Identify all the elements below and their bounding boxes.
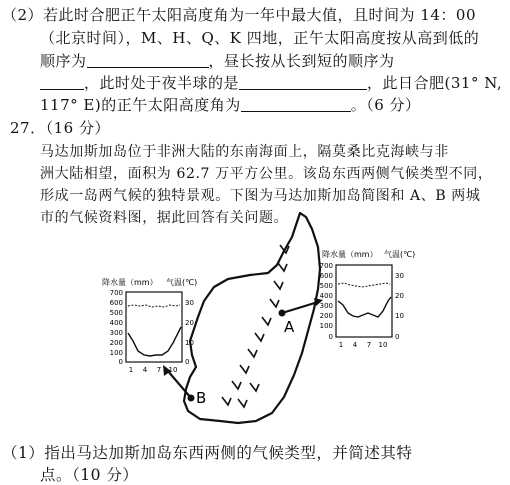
q2-line3 [40,50,395,71]
point-b-label: B [196,389,207,407]
q2-line3-text-b: ，昼长按从长到短的顺序为 [208,52,395,70]
chart-b-left-tick: 500 [109,309,123,317]
q27-para-line3: 形成一岛两气候的独特景观。下图为马达加斯加岛简图和 A、B 两城 [40,188,481,204]
chart-b-plot-frame [126,292,182,362]
chart-b-right-tick: 20 [185,319,194,327]
chart-b-x-tick: 7 [156,366,162,374]
q2-line2: （北京时间），M、H、Q、K 四地，正午太阳高度按从高到低的 [40,29,480,47]
chart-a-precipitation-curve [338,297,391,317]
q27-para-line4: 市的气候资料图，据此回答有关问题。 [40,210,289,226]
q2-line5-text-a: 117° E)的正午太阳高度角为 [40,96,241,114]
chart-a-temperature-curve [338,283,390,287]
q2-line4-text-b: ，此时处于夜半球的是 [84,74,240,92]
q2-line5-text-b: 。（6 分） [350,96,421,114]
chart-a-x-tick: 4 [352,341,358,349]
chart-a-left-tick: 500 [319,282,333,290]
climate-chart-b [102,277,197,374]
chart-a-x-tick: 1 [338,341,344,349]
answer-blank-1[interactable] [87,53,209,68]
chart-a-right-tick: 30 [395,272,404,280]
chart-b-precip-label: 降水量（mm） [102,278,158,287]
chart-a-right-ticks [395,272,404,341]
chart-b-right-tick: 30 [185,299,194,307]
point-a-label: A [284,318,295,336]
chart-a-right-tick: 0 [395,333,400,341]
q27-para-line1: 马达加斯加岛位于非洲大陆的东南海面上，隔莫桑比克海峡与非 [40,144,449,160]
chart-b-temp-label: 气温(℃) [166,278,198,287]
chart-b-left-tick: 200 [109,339,123,347]
chart-a-plot-frame [336,265,392,337]
q2-line5 [40,94,421,115]
madagascar-figure [0,205,510,435]
chart-a-left-tick: 100 [319,322,333,330]
chart-b-x-ticks [129,366,178,374]
chart-b-x-tick: 10 [168,366,178,374]
chart-a-x-tick: 7 [366,341,372,349]
chart-a-left-tick: 300 [319,302,333,310]
q2-line1: （2）若此时合肥正午太阳高度角为一年中最大值，且时间为 14：00 [2,6,476,24]
q27-header: 27．（16 分） [10,119,110,137]
chart-a-left-ticks [320,262,333,341]
chart-b-left-tick: 100 [109,349,123,357]
chart-b-left-ticks [110,289,123,366]
chart-b-x-tick: 4 [142,366,148,374]
chart-b-temperature-curve [128,305,180,307]
chart-b-right-tick: 10 [185,339,194,347]
chart-a-temp-label: 气温(℃) [384,250,416,259]
chart-b-left-tick: 600 [109,299,123,307]
chart-a-precip-label: 降水量（mm） [322,250,378,259]
answer-blank-3[interactable] [239,75,367,90]
q27-para-line2: 洲大陆相望，面积为 62.7 万平方公里。该岛东西两侧气候类型不同， [40,166,493,182]
chart-a-x-tick: 10 [378,341,388,349]
chart-b-left-tick: 300 [109,329,123,337]
answer-blank-2[interactable] [40,75,84,90]
chart-a-left-tick: 200 [319,312,333,320]
chart-b-left-tick: 700 [109,289,123,297]
chart-b-precipitation-curve [128,327,181,356]
chart-a-x-ticks [339,341,388,349]
q2-line4 [40,72,502,93]
mountain-symbols [222,245,289,407]
chart-a-right-tick: 10 [395,312,404,320]
answer-blank-4[interactable] [241,97,351,112]
chart-a-right-tick: 20 [395,292,404,300]
q1-line1: （1）指出马达加斯加岛东西两侧的气候类型，并简述其特 [2,444,413,462]
chart-a-left-tick: 0 [328,333,333,341]
q2-line3-text-a: 顺序为 [40,52,87,70]
chart-a-left-tick: 600 [319,272,333,280]
chart-a-left-tick: 400 [319,292,333,300]
chart-b-x-tick: 1 [128,366,134,374]
q2-line4-text-c: ，此日合肥(31° N, [367,74,503,92]
chart-a-left-tick: 700 [319,262,333,270]
chart-b-right-tick: 0 [185,358,190,366]
q1-line2: 点。（10 分） [40,466,139,484]
climate-chart-a [320,249,416,349]
chart-b-left-tick: 400 [109,319,123,327]
chart-b-left-tick: 0 [118,358,123,366]
